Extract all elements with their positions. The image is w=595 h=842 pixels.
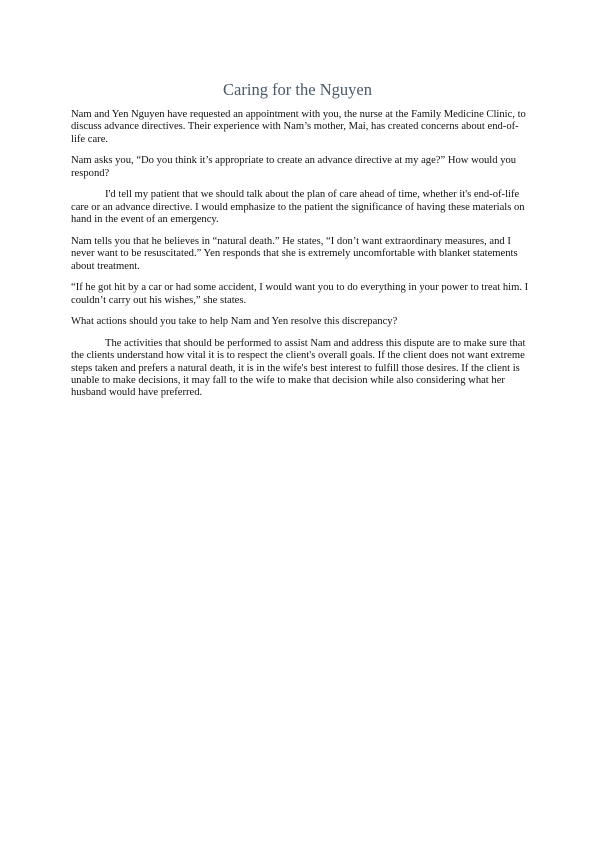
scenario-paragraph-nam: Nam tells you that he believes in “natural death.” He states, “I don’t want extraordinary measures, and I never want to be resuscitated.” Yen responds that she is extremely uncomfortable with blanket statements about treatment. xyxy=(71,235,518,272)
document-title: Caring for the Nguyen xyxy=(223,80,372,99)
scenario-paragraph-yen: “If he got hit by a car or had some accident, I would want you to do everything in your power to treat him. I couldn’t carry out his wishes,” she states. xyxy=(71,282,529,306)
answer-paragraph-2: The activities that should be performed to assist Nam and address this dispute are to make sure that the clients understand how vital it is to respect the client's overall goals. If the client does not want extreme steps taken and prefers a natural death, it is in the wife's best interest to fulfill those desires. If the client is unable to make decisions, it may fall to the wife to make that decision while also considering what her husband would have preferred. xyxy=(71,337,526,399)
question-paragraph-1: Nam asks you, “Do you think it’s appropriate to create an advance directive at my age?” How would you respond? xyxy=(71,155,517,179)
question-paragraph-2: What actions should you take to help Nam and Yen resolve this discrepancy? xyxy=(71,316,398,328)
answer-paragraph-1: I'd tell my patient that we should talk about the plan of care ahead of time, whether it's end-of-life care or an advance directive. I would emphasize to the patient the significance of having these materials on hand in the event of an emergency. xyxy=(71,189,525,226)
document-body xyxy=(71,109,529,409)
intro-paragraph: Nam and Yen Nguyen have requested an appointment with you, the nurse at the Family Medicine Clinic, to discuss advance directives. Their experience with Nam’s mother, Mai, has created concerns about end-of-life care. xyxy=(71,109,526,145)
